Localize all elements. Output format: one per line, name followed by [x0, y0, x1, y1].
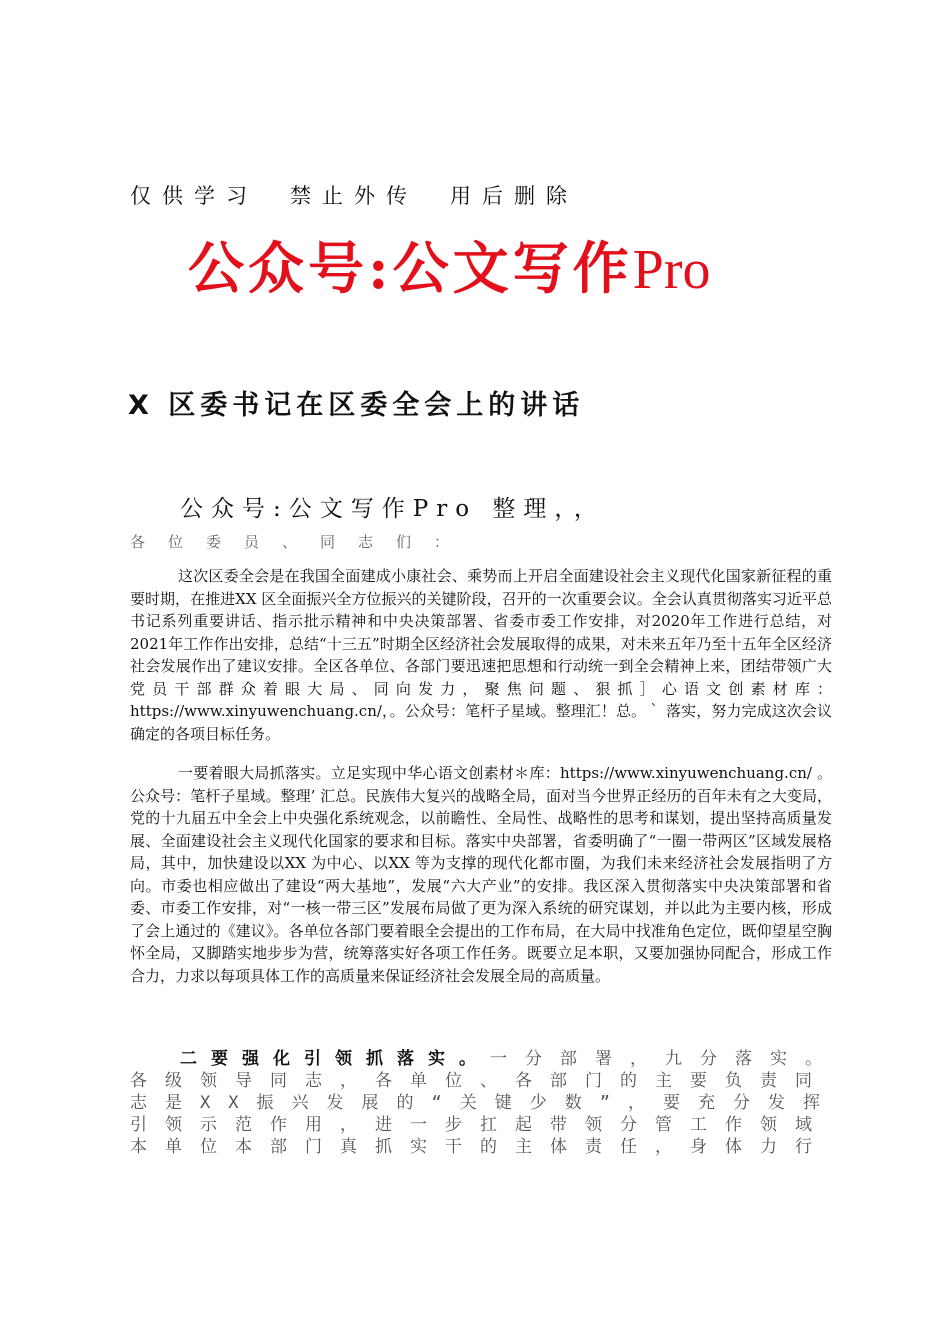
paragraph-3-lead: 二要强化引领抓落实。	[180, 1049, 490, 1069]
paragraph-3	[130, 1048, 842, 1158]
document-title: X 区委书记在区委全会上的讲话	[128, 390, 585, 421]
watermark-banner	[188, 225, 710, 305]
salutation: 各位委员、同志们：	[130, 533, 473, 551]
paragraph-2: 一要着眼大局抓落实。立足实现中华心语文创素材＊库：https://www.xinyuwenchuang.cn/ 。公众号：笔杆子星域。整理’ 汇总。民族伟大复兴的战略全局，面对当今世界正经历的百年未有之大变局，党的十九届五中全会上中央强化系统观念，以前瞻性、全局性、战略性的思考和谋划，提出坚持高质量发展、全面建设社会主义现代化国家的要求和目标。落实中央部署，省委明确了“一圈一带两区”区域发展格局，其中，加快建设以XX 为中心、以XX 等为支撑的现代化都市圈，为我们未来经济社会发展指明了方向。市委也相应做出了建设“两大基地”，发展“六大产业”的安排。我区深入贯彻落实中央决策部署和省委、市委工作安排，对“一核一带三区”发展布局做了更为深入系统的研究谋划，并以此为主要内核，形成了会上通过的《建议》。各单位各部门要着眼全会提出的工作布局，在大局中找准角色定位，既仰望星空胸怀全局，又脚踏实地步步为营，统筹落实好各项工作任务。既要立足本职，又要加强协同配合，形成工作合力，力求以每项具体工作的高质量来保证经济社会发展全局的高质量。	[130, 764, 832, 985]
paragraph-1: 这次区委全会是在我国全面建成小康社会、乘势而上开启全面建设社会主义现代化国家新征程的重要时期，在推进XX 区全面振兴全方位振兴的关键阶段，召开的一次重要会议。全会认真贯彻落实习近平总书记系列重要讲话、指示批示精神和中央决策部署、省委市委工作安排，对2020年工作进行总结，对2021年工作作出安排，总结“十三五”时期全区经济社会发展取得的成果，对未来五年乃至十五年全区经济社会发展作出了建议安排。全区各单位、各部门要迅速把思想和行动统一到全会精神上来，团结带领广大党员干部群众着眼大局、同向发力，聚焦问题、狠抓］心语文创素材库：https://www.xinyuwenchuang.cn/，。公众号：笔杆子星域。整理汇！总。｀ 落实，努力完成这次会议确定的各项目标任务。	[130, 567, 832, 743]
usage-notice: 仅供学习 禁止外传 用后删除	[130, 184, 578, 208]
banner-latin-text: Pro	[632, 239, 711, 301]
banner-chinese-text: 公众号:公文写作	[188, 236, 633, 302]
compiler-line: 公众号:公文写作Pro 整理，，	[180, 496, 605, 522]
paragraph-3-body: 一分部署，九分落实。各级领导同志，各单位、各部门的主要负责同志是XX振兴发展的“关键少数”，要充分发挥引领示范作用，进一步扛起带领分管工作领域本单位本部门真抓实干的主体责任，身体力行	[130, 1049, 840, 1157]
